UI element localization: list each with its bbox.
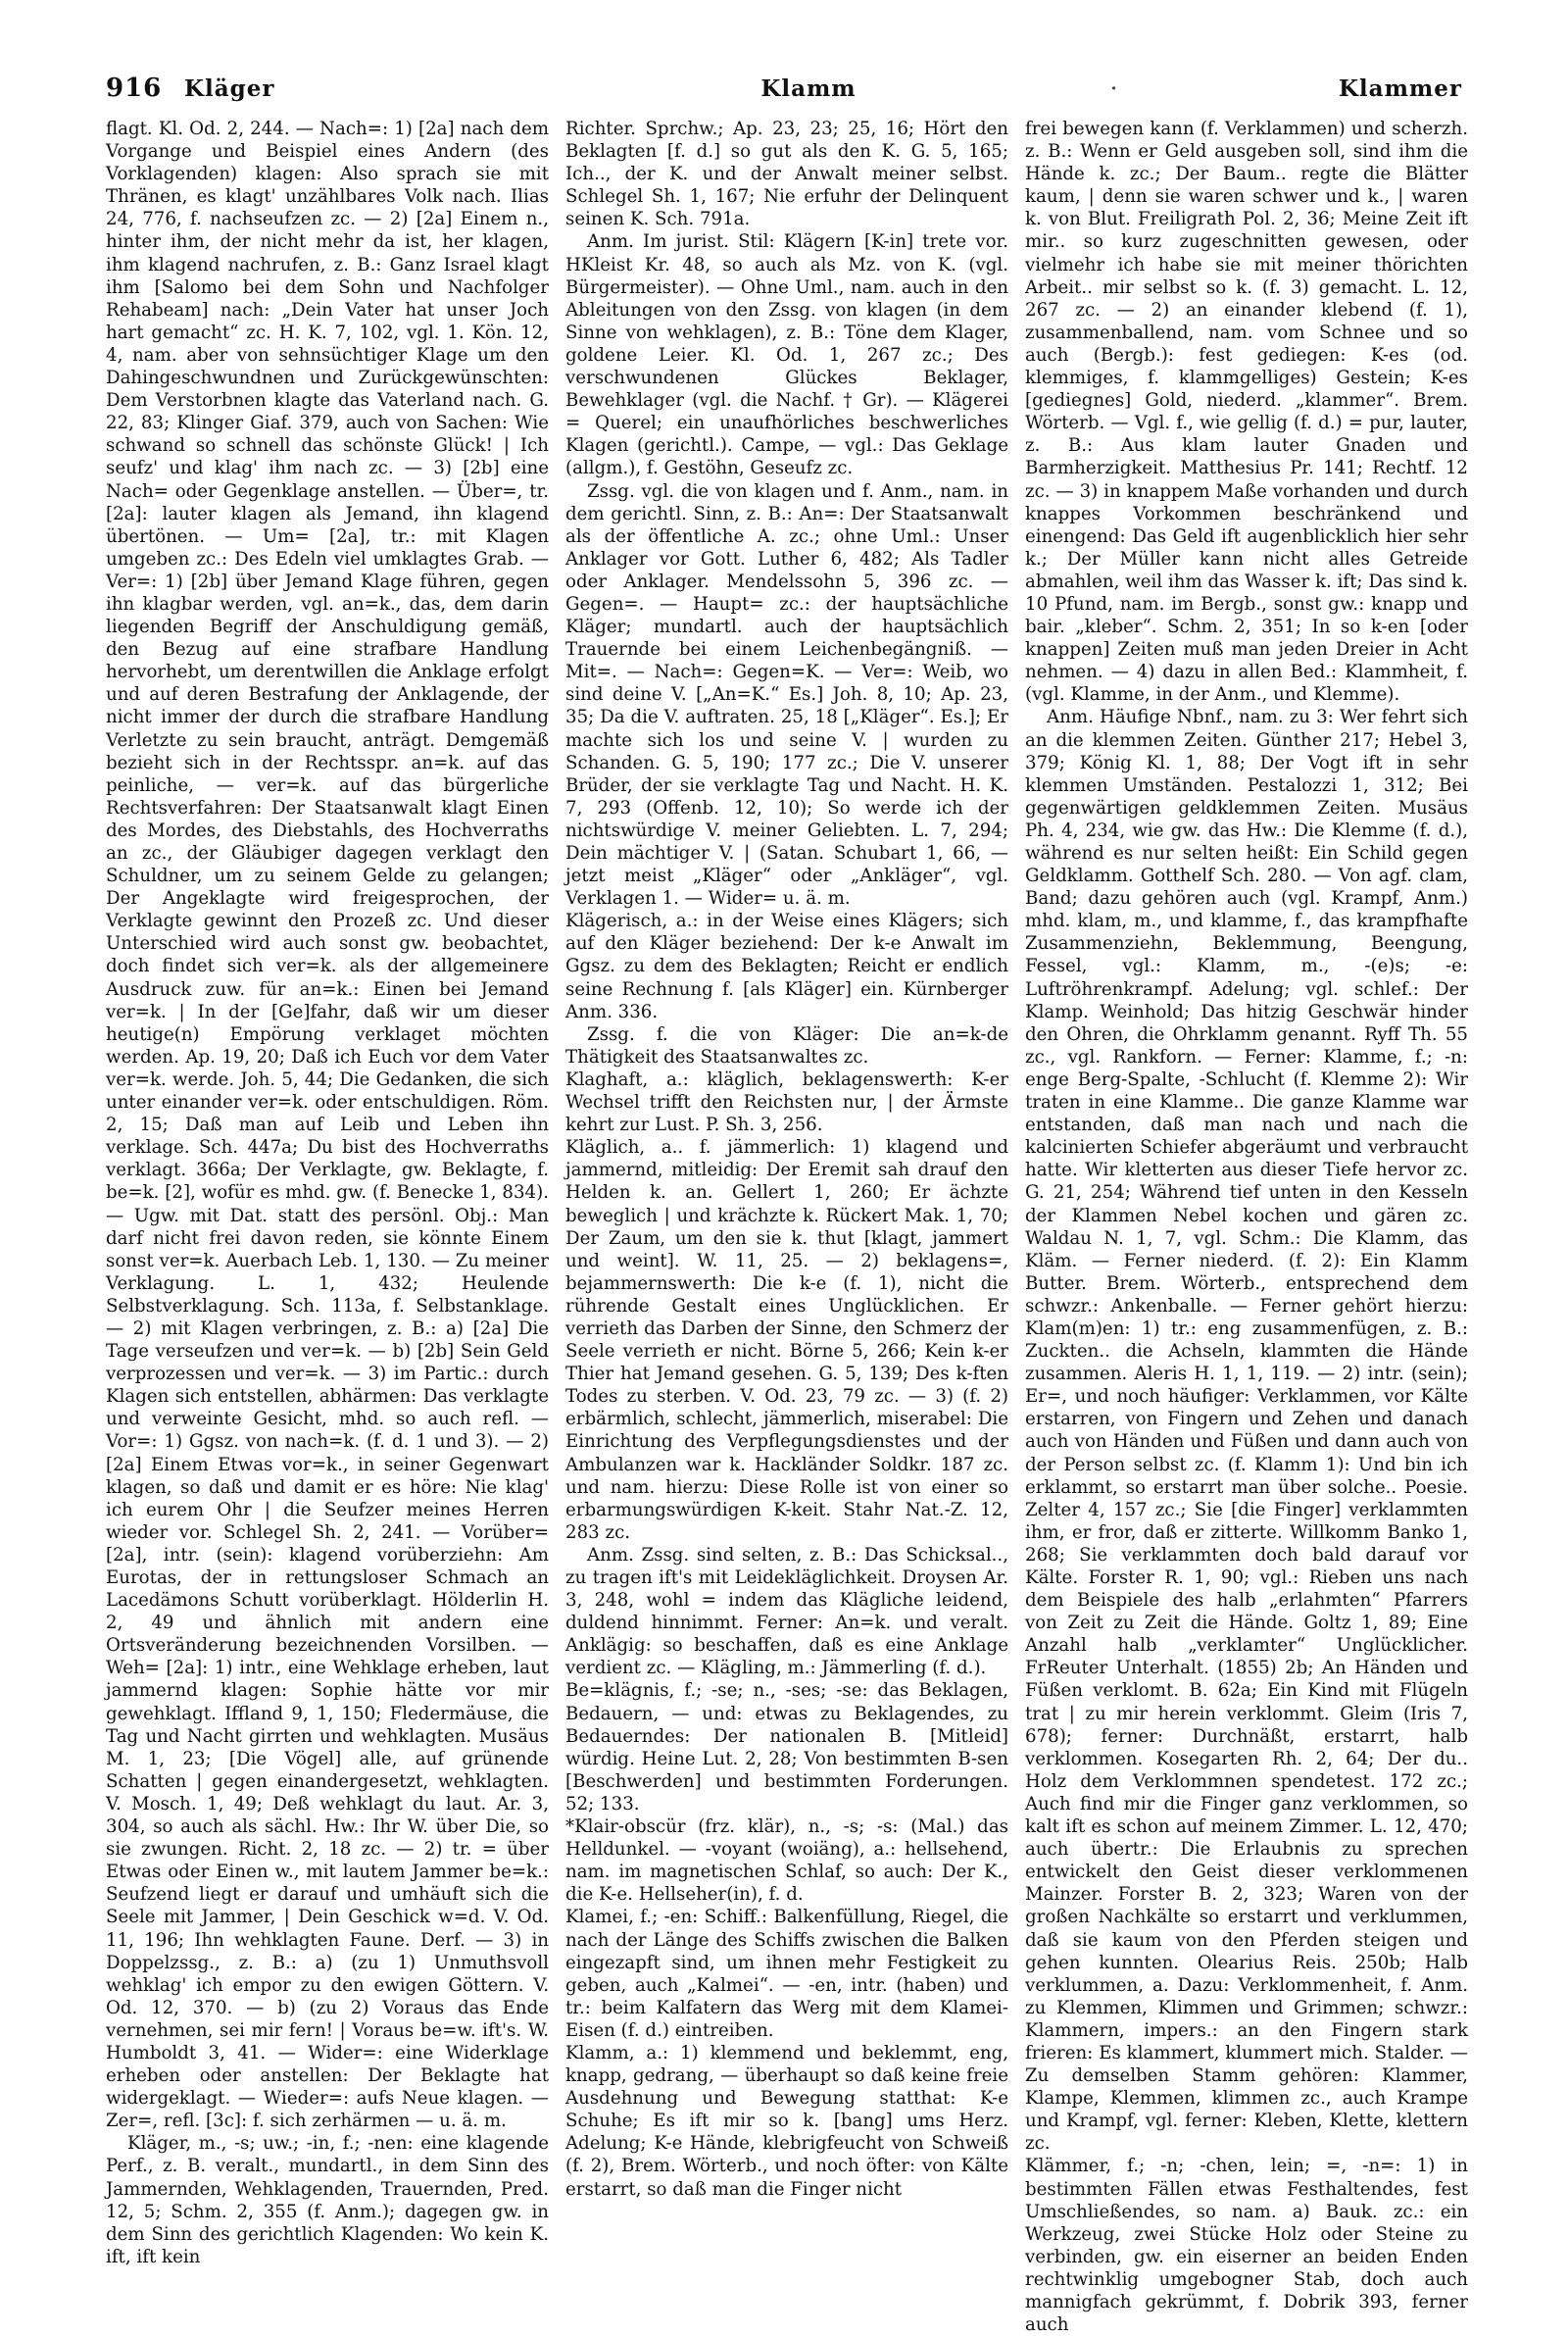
page-number: 916 xyxy=(106,74,163,103)
paragraph: frei bewegen kann (f. Verklammen) und scherzh. z. B.: Wenn er Geld ausgeben soll, sind ihm die Hände k. zc.; Der Baum.. regte die Blätter kaum, | denn sie waren schwer und k., | waren k. von Blut. Freiligrath Pol. 2, 36; Meine Zeit ift mir.. so kurz zugeschnitten gewesen, oder vielmehr ich habe sie mit meiner thörichten Arbeit.. mir selbst so k. (f. 3) gemacht. L. 12, 267 zc. — 2) an einander klebend (f. 1), zusammenballend, nam. vom Schnee und so auch (Bergb.): fest gediegen: K-es (od. klemmiges, f. klammgelliges) Gestein; K-es [gediegnes] Gold, niederd. „klammer“. Brem. Wörterb. — Vgl. f., wie gellig (f. d.) = pur, lauter, z. B.: Aus klam lauter Gnaden und Barmherzigkeit. Matthesius Pr. 141; Rechtf. 12 zc. — 3) in knappem Maße vorhanden und durch knappes Vorkommen beschränkend und einengend: Das Geld ift augenblicklich hier sehr k.; Der Müller kann nicht alles Getreide abmahlen, weil ihm das Wasser k. ift; Das sind k. 10 Pfund, nam. im Bergb., sonst gw.: knapp und bair. „kleber“. Schm. 2, 351; In so k-en [oder knappen] Zeiten muß man jeden Dreier in Acht nehmen. — 4) dazu in allen Bed.: Klammheit, f. (vgl. Klamme, in der Anm., und Klemme). xyxy=(1025,119,1468,706)
paragraph: Klägerisch, a.: in der Weise eines Klägers; sich auf den Kläger beziehend: Der k-e Anwalt im Ggsz. zu dem des Beklagten; Reicht er endlich seine Rechnung f. [als Kläger] ein. Kürnberger Anm. 336. xyxy=(565,911,1008,1022)
running-head-right: Klammer xyxy=(1338,75,1462,102)
paragraph: Klamm, a.: 1) klemmend und beklemmt, eng, knapp, gedrang, — überhaupt so daß keine freie Ausdehnung und Bewegung statthat: K-e Schuhe; Es ift mir so k. [bang] ums Herz. Adelung; K-e Hände, klebrigfeucht von Schweiß (f. 2), Brem. Wörterb., und noch öfter: von Kälte erstarrt, so daß man die Finger nicht xyxy=(565,2042,1008,2200)
paragraph: Anm. Häufige Nbnf., nam. zu 3: Wer fehrt sich an die klemmen Zeiten. Günther 217; Hebel 3, 379; König Kl. 1, 88; Der Vogt ift in sehr klemmen Umständen. Pestalozzi 1, 312; Bei gegenwärtigen geldklemmen Zeiten. Musäus Ph. 4, 234, wie gw. das Hw.: Die Klemme (f. d.), während es nur selten heißt: Ein Schild gegen Geldklamm. Gotthelf Sch. 280. — Von agf. clam, Band; dazu gehören auch (vgl. Krampf, Anm.) mhd. klam, m., und klamme, f., das krampfhafte Zusammenziehn, Beklemmung, Beengung, Fessel, vgl.: Klamm, m., -(e)s; -e: Luftröhrenkrampf. Adelung; vgl. schlef.: Der Klamp. Weinhold; Das hitzig Geschwär hinder den Ohren, die Ohrklamm genannt. Ryff Th. 55 zc., vgl. Rankforn. — Ferner: Klamme, f.; -n: enge Berg-Spalte, -Schlucht (f. Klemme 2): Wir traten in eine Klamme.. Die ganze Klamme war entstanden, daß man nach und nach die kalcinierten Schiefer abgeräumt und verbraucht hatte. Wir kletterten aus dieser Tiefe hervor zc. G. 21, 254; Während tief unten in den Kesseln der Klammen Nebel kochen und gären zc. Waldau N. 1, 7, vgl. Schm.: Die Klamm, das Kläm. — Ferner niederd. (f. 2): Ein Klamm Butter. Brem. Wörterb., entsprechend dem schwzr.: Ankenballe. — Ferner gehört hierzu: Klam(m)en: 1) tr.: eng zusammenfügen, z. B.: Zuckten.. die Achseln, klammten die Hände zusammen. Aleris H. 1, 1, 119. — 2) intr. (sein); Er=, und noch häufiger: Verklammen, vor Kälte erstarren, von Fingern und Zehen und danach auch von Händen und Füßen und dann auch von der Person selbst zc. (f. Klamm 1): Und bin ich erklammt, so erstarrt man über solche.. Poesie. Zelter 4, 157 zc.; Sie [die Finger] verklammten ihm, er fror, daß er zitterte. Willkomm Banko 1, 268; Sie verklammten doch bald darauf vor Kälte. Forster R. 1, 90; vgl.: Rieben uns nach dem Beispiele des halb „erlahmten“ Pfarrers von Zeit zu Zeit die Hände. Goltz 1, 89; Eine Anzahl halb „verklamter“ Unglücklicher. FrReuter Unterhalt. (1855) 2b; An Händen und Füßen verklomt. B. 62a; Ein Kind mit Flügeln trat | zu mir herein verklommt. Gleim (Iris 7, 678); ferner: Durchnäßt, erstarrt, halb verklommen. Kosegarten Rh. 2, 64; Der du.. Holz dem Verklommnen spendetest. 172 zc.; Auch find mir die Finger ganz verklommen, so kalt ift es schon auf meinem Zimmer. L. 12, 470; auch übertr.: Die Erlaubnis zu sprechen entwickelt den Geist dieser verklommenen Mainzer. Forster B. 2, 323; Waren von der großen Nachkälte so erstarrt und verklummen, daß sie kaum von den Pferden steigen und gehen kunnten. Olearius Reis. 250b; Halb verklummen, a. Dazu: Verklommenheit, f. Anm. zu Klemmen, Klimmen und Grimmen; schwzr.: Klammern, impers.: an den Fingern stark frieren: Es klammert, klummert mich. Stalder. — Zu demselben Stamm gehören: Klammer, Klampe, Klemmen, klimmen zc., auch Krampe und Krampf, vgl. ferner: Kleben, Klette, klettern zc. xyxy=(1025,707,1468,2155)
paragraph: Klämmer, f.; -n; -chen, lein; =, -n=: 1) in bestimmten Fällen etwas Festhaltendes, fest Umschließendes, so nam. a) Bauk. zc.: ein Werkzeug, zwei Stücke Holz oder Steine zu verbinden, gw. ein eiserner an beiden Enden rechtwinklig umgebogner Stab, doch auch mannigfach gekrümmt, f. Dobrik 393, ferner auch xyxy=(1025,2156,1468,2336)
page-header xyxy=(106,69,1462,108)
paragraph: *Klair-obscür (frz. klär), n., -s; -s: (Mal.) das Helldunkel. — -voyant (woiäng), a.: hellsehend, nam. im magnetischen Schlaf, so auch: Der K., die K-e. Hellseher(in), f. d. xyxy=(565,1816,1008,1906)
text-columns xyxy=(106,118,1468,2336)
running-head-left: Kläger xyxy=(184,75,275,102)
paragraph: Zssg. f. die von Kläger: Die an=k-de Thätigkeit des Staatsanwaltes zc. xyxy=(565,1023,1008,1068)
header-dot: · xyxy=(1110,77,1118,99)
paragraph: Klaghaft, a.: kläglich, beklagenswerth: K-er Wechsel trifft den Reichsten nur, | der Ärmste kehrt zur Lust. P. Sh. 3, 256. xyxy=(565,1069,1008,1136)
paragraph: Kläglich, a.. f. jämmerlich: 1) klagend und jammernd, mitleidig: Der Eremit sah drauf den Helden k. an. Gellert 1, 260; Er ächzte beweglich | und krächzte k. Rückert Mak. 1, 70; Der Zaum, um den sie k. thut [klagt, jammert und weint]. W. 11, 25. — 2) beklagens=, bejammernswerth: Die k-e (f. 1), nicht die rührende Gestalt eines Unglücklichen. Er verrieth das Darben der Sinne, den Schmerz der Seele verrieth er nicht. Börne 5, 266; Kein k-er Thier hat Jemand gesehen. G. 5, 139; Des k-ften Todes zu sterben. V. Od. 23, 79 zc. — 3) (f. 2) erbärmlich, schlecht, jämmerlich, miserabel: Die Einrichtung des Verpflegungsdienstes und der Ambulanzen war k. Hackländer Soldkr. 187 zc. und nam. hierzu: Diese Rolle ist von einer so erbarmungswürdigen K-keit. Stahr Nat.-Z. 12, 283 zc. xyxy=(565,1137,1008,1543)
paragraph: Be=klägnis, f.; -se; n., -ses; -se: das Beklagen, Bedauern, — und: etwas zu Beklagendes, zu Bedauerndes: Der nationalen B. [Mitleid] würdig. Heine Lut. 2, 28; Von bestimmten B-sen [Beschwerden] und bestimmten Forderungen. 52; 133. xyxy=(565,1680,1008,1814)
paragraph: Kläger, m., -s; uw.; -in, f.; -nen: eine klagende Perf., z. B. veralt., mundartl., in dem Sinn des Jammernden, Wehklagenden, Trauernden, Pred. 12, 5; Schm. 2, 355 (f. Anm.); dagegen gw. in dem Sinn des gerichtlich Klagenden: Wo kein K. ift, ift kein xyxy=(106,2133,549,2267)
paragraph: Zssg. vgl. die von klagen und f. Anm., nam. in dem gerichtl. Sinn, z. B.: An=: Der Staatsanwalt als der öffentliche A. zc.; ohne Uml.: Unser Anklager vor Gott. Luther 6, 482; Als Tadler oder Anklager. Mendelssohn 5, 396 zc. — Gegen=. — Haupt= zc.: der hauptsächliche Kläger; mundartl. auch der hauptsächlich Trauernde bei einem Leichenbegängniß. — Mit=. — Nach=: Gegen=K. — Ver=: Weib, wo sind deine V. [„An=K.“ Es.] Joh. 8, 10; Ap. 23, 35; Da die V. auftraten. 25, 18 [„Kläger“. Es.]; Er machte sich los und seine V. | wurden zu Schanden. G. 5, 190; 177 zc.; Die V. unserer Brüder, der sie verklagte Tag und Nacht. H. K. 7, 293 (Offenb. 12, 10); So werde ich der nichtswürdige V. meiner Geliebten. L. 7, 294; Dein mächtiger V. | (Satan. Schubart 1, 66, — jetzt meist „Kläger“ oder „Ankläger“, vgl. Verklagen 1. — Wider= u. ä. m. xyxy=(565,480,1008,910)
running-head-center: Klamm xyxy=(760,75,857,102)
column-right xyxy=(1025,118,1468,2336)
paragraph: Anm. Im jurist. Stil: Klägern [K-in] trete vor. HKleist Kr. 48, so auch als Mz. von K. (vgl. Bürgermeister). — Ohne Uml., nam. auch in den Ableitungen von den Zssg. von klagen (in dem Sinne von wehklagen), z. B.: Töne dem Klager, goldene Leier. Kl. Od. 1, 267 zc.; Des verschwundenen Glückes Beklager, Bewehklager (vgl. die Nachf. † Gr). — Klägerei = Querel; ein unaufhörliches beschwerliches Klagen (gerichtl.). Campe, — vgl.: Das Geklage (allgm.), f. Gestöhn, Geseufz zc. xyxy=(565,231,1008,479)
paragraph: Anm. Zssg. sind selten, z. B.: Das Schicksal.., zu tragen ift's mit Leidekläglichkeit. Droysen Ar. 3, 248, wohl = indem das Klägliche leidend, duldend hinnimmt. Ferner: An=k. und veralt. Anklägig: so beschaffen, daß es eine Anklage verdient zc. — Klägling, m.: Jämmerling (f. d.). xyxy=(565,1544,1008,1679)
paragraph: Richter. Sprchw.; Ap. 23, 23; 25, 16; Hört den Beklagten [f. d.] so gut als den K. G. 5, 165; Ich.., der K. und der Anwalt meiner selbst. Schlegel Sh. 1, 167; Nie erfuhr der Delinquent seinen K. Sch. 791a. xyxy=(565,119,1008,230)
paragraph: Klamei, f.; -en: Schiff.: Balkenfüllung, Riegel, die nach der Länge des Schiffs zwischen die Balken eingezapft sind, um ihnen mehr Festigkeit zu geben, auch „Kalmei“. — -en, intr. (haben) und tr.: beim Kalfatern das Werg mit dem Klamei-Eisen (f. d.) eintreiben. xyxy=(565,1907,1008,2041)
column-middle xyxy=(565,118,1008,2200)
column-left xyxy=(106,118,549,2267)
paragraph: flagt. Kl. Od. 2, 244. — Nach=: 1) [2a] nach dem Vorgange und Beispiel eines Andern (des Vorklagenden) klagen: Also sprach sie mit Thränen, es klagt' unzählbares Volk nach. Ilias 24, 776, f. nachseufzen zc. — 2) [2a] Einem n., hinter ihm, der nicht mehr da ist, her klagen, ihm klagend nachrufen, z. B.: Ganz Israel klagt ihm [Salomo bei dem Sohn und Nachfolger Rehabeam] nach: „Dein Vater hat unser Joch hart gemacht“ zc. H. K. 7, 102, vgl. 1. Kön. 12, 4, nam. aber von sehnsüchtiger Klage um den Dahingeschwundnen und Zurückgewünschten: Dem Verstorbnen klagte das Vaterland nach. G. 22, 83; Klinger Giaf. 379, auch von Sachen: Wie schwand so schnell das schönste Glück! | Ich seufz' und klag' ihm nach zc. — 3) [2b] eine Nach= oder Gegenklage anstellen. — Über=, tr. [2a]: lauter klagen als Jemand, ihn klagend übertönen. — Um= [2a], tr.: mit Klagen umgeben zc.: Des Edeln viel umklagtes Grab. — Ver=: 1) [2b] über Jemand Klage führen, gegen ihn klagbar werden, vgl. an=k., das, dem darin liegenden Begriff der Anschuldigung gemäß, den Bezug auf eine strafbare Handlung hervorhebt, um derentwillen die Anklage erfolgt und auf deren Bestrafung der Anklagende, der nicht immer der durch die strafbare Handlung Verletzte zu sein braucht, anträgt. Demgemäß bezieht sich in der Rechtsspr. an=k. auf das peinliche, — ver=k. auf das bürgerliche Rechtsverfahren: Der Staatsanwalt klagt Einen des Mordes, des Diebstahls, des Hochverraths an zc., der Gläubiger dagegen verklagt den Schuldner, um zu seinem Gelde zu gelangen; Der Angeklagte wird freigesprochen, der Verklagte gewinnt den Prozeß zc. Und dieser Unterschied wird auch sonst gw. beobachtet, doch findet sich ver=k. als der allgemeinere Ausdruck zuw. für an=k.: Einen bei Jemand ver=k. | In der [Ge]fahr, daß wir um dieser heutige(n) Empörung verklaget möchten werden. Ap. 19, 20; Daß ich Euch vor dem Vater ver=k. werde. Joh. 5, 44; Die Gedanken, die sich unter einander ver=k. oder entschuldigen. Röm. 2, 15; Daß man auf Leib und Leben ihn verklage. Sch. 447a; Du bist des Hochverraths verklagt. 366a; Der Verklagte, gw. Beklagte, f. be=k. [2], wofür es mhd. gw. (f. Benecke 1, 834). — Ugw. mit Dat. statt des persönl. Obj.: Man darf nicht frei davon reden, sie könnte Einem sonst ver=k. Auerbach Leb. 1, 130. — Zu meiner Verklagung. L. 1, 432; Heulende Selbstverklagung. Sch. 113a, f. Selbstanklage. — 2) mit Klagen verbringen, z. B.: a) [2a] Die Tage verseufzen und ver=k. — b) [2b] Sein Geld verprozessen und ver=k. — 3) im Partic.: durch Klagen sich entstellen, abhärmen: Das verklagte und verweinte Gesicht, mhd. so auch refl. — Vor=: 1) Ggsz. von nach=k. (f. d. 1 und 3). — 2) [2a] Einem Etwas vor=k., in seiner Gegenwart klagen, so daß und damit er es höre: Nie klag' ich eurem Ohr | die Seufzer meines Herren wieder vor. Schlegel Sh. 2, 241. — Vorüber= [2a], intr. (sein): klagend vorüberziehn: Am Eurotas, der in rettungsloser Schmach an Lacedämons Schutt vorüberklagt. Hölderlin H. 2, 49 und ähnlich mit andern eine Ortsveränderung bezeichnenden Vorsilben. — Weh= [2a]: 1) intr., eine Wehklage erheben, laut jammernd klagen: Sophie hätte vor mir gewehklagt. Iffland 9, 1, 150; Fledermäuse, die Tag und Nacht girrten und wehklagten. Musäus M. 1, 23; [Die Vögel] alle, auf grünende Schatten | gegen einandergesetzt, wehklagten. V. Mosch. 1, 49; Deß wehklagt du laut. Ar. 3, 304, so auch als sächl. Hw.: Ihr W. über Die, so sie zwungen. Richt. 2, 18 zc. — 2) tr. = über Etwas oder Einen w., mit lautem Jammer be=k.: Seufzend liegt er darauf und umhäuft sich die Seele mit Jammer, | Dein Geschick w=d. V. Od. 11, 196; Ihn wehklagten Faune. Derf. — 3) in Doppelzssg., z. B.: a) (zu 1) Unmuthsvoll wehklag' ich empor zu den ewigen Göttern. V. Od. 12, 370. — b) (zu 2) Voraus das Ende vernehmen, sei mir fern! | Voraus be=w. ift's. W. Humboldt 3, 41. — Wider=: eine Widerklage erheben oder anstellen: Der Beklagte hat widergeklagt. — Wieder=: aufs Neue klagen. — Zer=, refl. [3c]: f. sich zerhärmen — u. ä. m. xyxy=(106,119,549,2132)
